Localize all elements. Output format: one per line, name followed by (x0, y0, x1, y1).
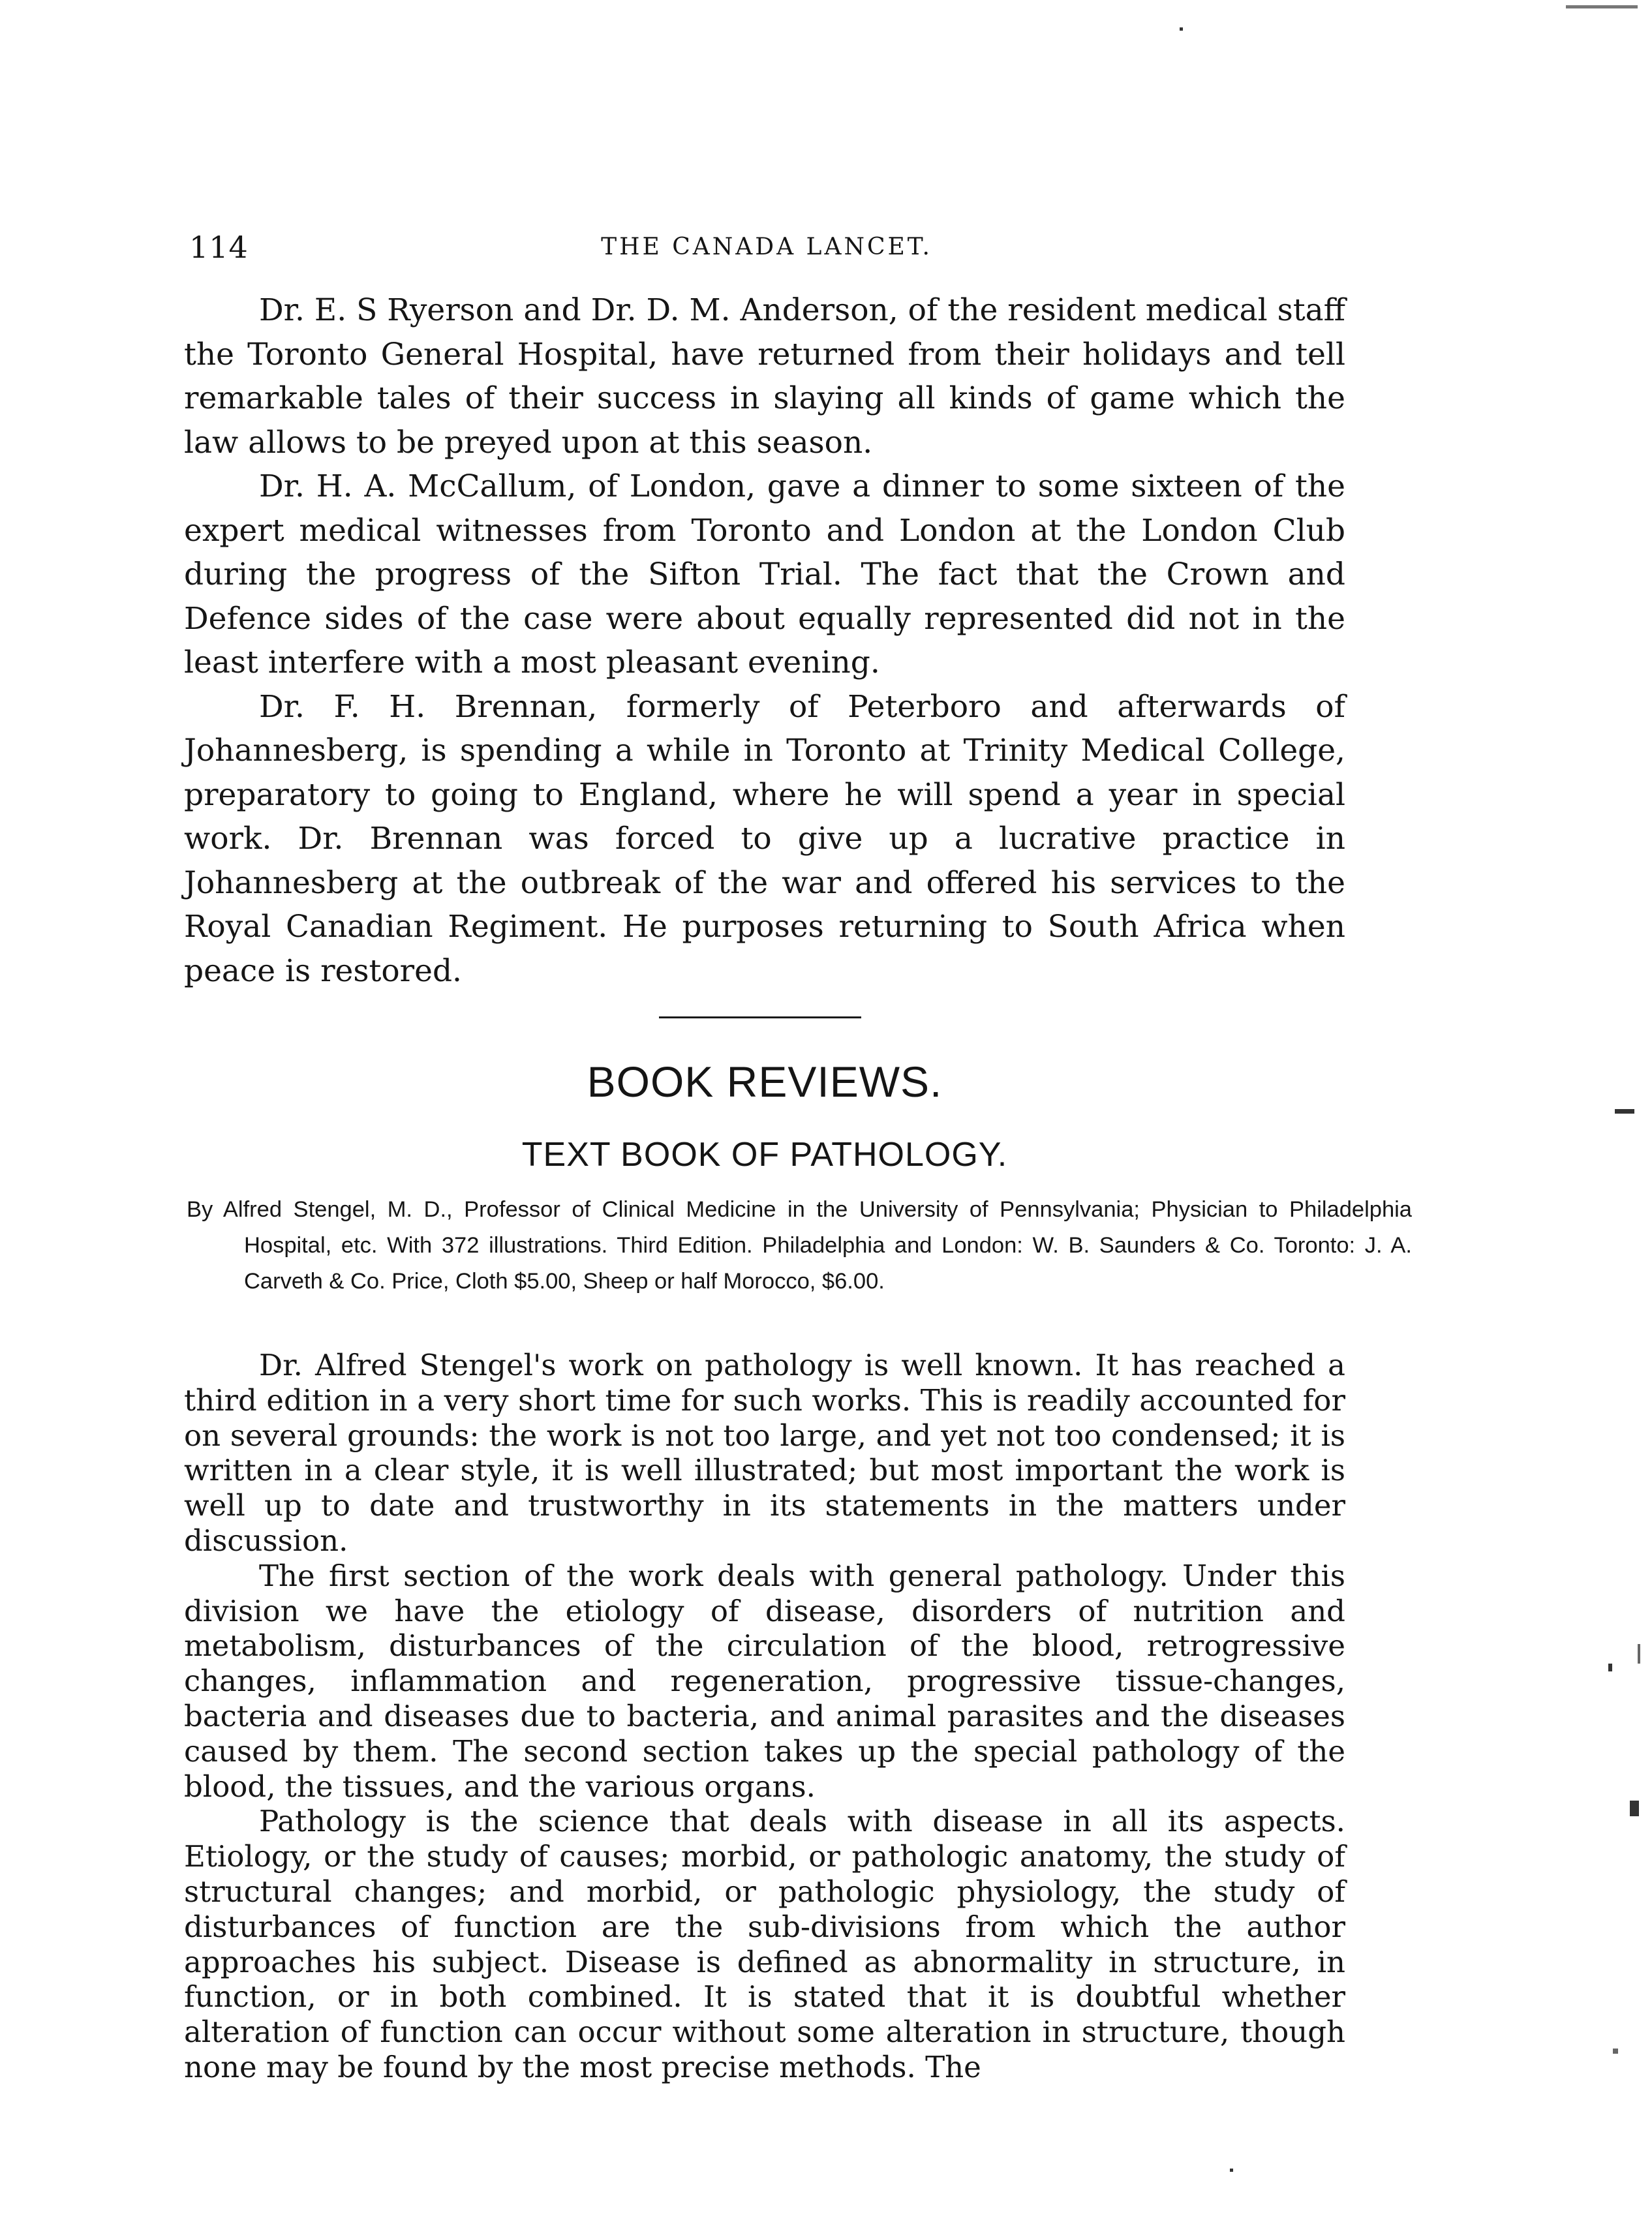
scan-speck (1230, 2169, 1233, 2172)
scan-speck (1638, 1644, 1640, 1664)
page-header (189, 230, 1344, 269)
scan-speck (1180, 27, 1183, 31)
book-citation: By Alfred Stengel, M. D., Professor of Clinical Medicine in the University of Pennsylvania; Physician to Philadelphia Hospital, etc. With 372 illustrations. Third Edition. Philadelphia and London: W. B. Saunders & Co. Toronto: J. A. Carveth & Co. Price, Cloth $5.00, Sheep or half Morocco, $6.00. (187, 1197, 1412, 1294)
news-section (184, 288, 1345, 993)
section-divider (659, 1016, 861, 1018)
scan-speck (1615, 1109, 1634, 1114)
running-title: THE CANADA LANCET. (601, 234, 932, 260)
scan-speck (1608, 1664, 1612, 1671)
page-number: 114 (189, 230, 249, 265)
scan-speck (1630, 1801, 1639, 1816)
scan-speck (1613, 2049, 1618, 2054)
review-paragraph-intro: Dr. Alfred Stengel's work on pathology is well known. It has reached a third edition in a very short time for such works. This is readily accounted for on several grounds: the work is not too large, and yet not too condensed; it is written in a clear style, it is well illustrated; but most important the work is well up to date and trustworthy in its statements in the matters under discussion. (184, 1348, 1345, 1558)
review-body (184, 1348, 1345, 2085)
news-paragraph-mccallum: Dr. H. A. McCallum, of London, gave a dinner to some sixteen of the expert medical witnesses from Toronto and London at the London Club during the progress of the Sifton Trial. The fact that the Crown and Defence sides of the case were about equally represented did not in the least interfere with a most pleasant evening. (184, 468, 1345, 680)
book-title: TEXT BOOK OF PATHOLOGY. (521, 1136, 1008, 1174)
scan-speck (1566, 5, 1638, 8)
news-paragraph-brennan: Dr. F. H. Brennan, formerly of Peterboro and afterwards of Johannesberg, is spending a while in Toronto at Trinity Medical College, preparatory to going to England, where he will spend a year in special work. Dr. Brennan was forced to give up a lucrative practice in Johannesberg at the outbreak of the war and offered his services to the Royal Canadian Regiment. He purposes returning to South Africa when peace is restored. (184, 688, 1345, 989)
review-paragraph-definition: Pathology is the science that deals with disease in all its aspects. Etiology, or the study of causes; morbid, or pathologic anatomy, the study of structural changes; and morbid, or pathologic physiology, the study of disturbances of function are the sub-divisions from which the author approaches his subject. Disease is defined as abnormality in structure, in function, or in both combined. It is stated that it is doubtful whether alteration of function can occur without some alteration in structure, though none may be found by the most precise methods. The (184, 1804, 1345, 2084)
news-paragraph-ryerson: Dr. E. S Ryerson and Dr. D. M. Anderson, of the resident medical staff the Toronto General Hospital, have returned from their holidays and tell remarkable tales of their success in slaying all kinds of game which the law allows to be preyed upon at this season. (184, 292, 1345, 461)
review-paragraph-sections: The first section of the work deals with general pathology. Under this division we have the etiology of disease, disorders of nutrition and metabolism, disturbances of the circulation of the blood, retrogressive changes, inflammation and regeneration, progressive tissue-changes, bacteria and diseases due to bacteria, and animal parasites and the diseases caused by them. The second section takes up the special pathology of the blood, the tissues, and the various organs. (184, 1558, 1345, 1804)
book-reviews-heading: BOOK REVIEWS. (587, 1058, 943, 1106)
